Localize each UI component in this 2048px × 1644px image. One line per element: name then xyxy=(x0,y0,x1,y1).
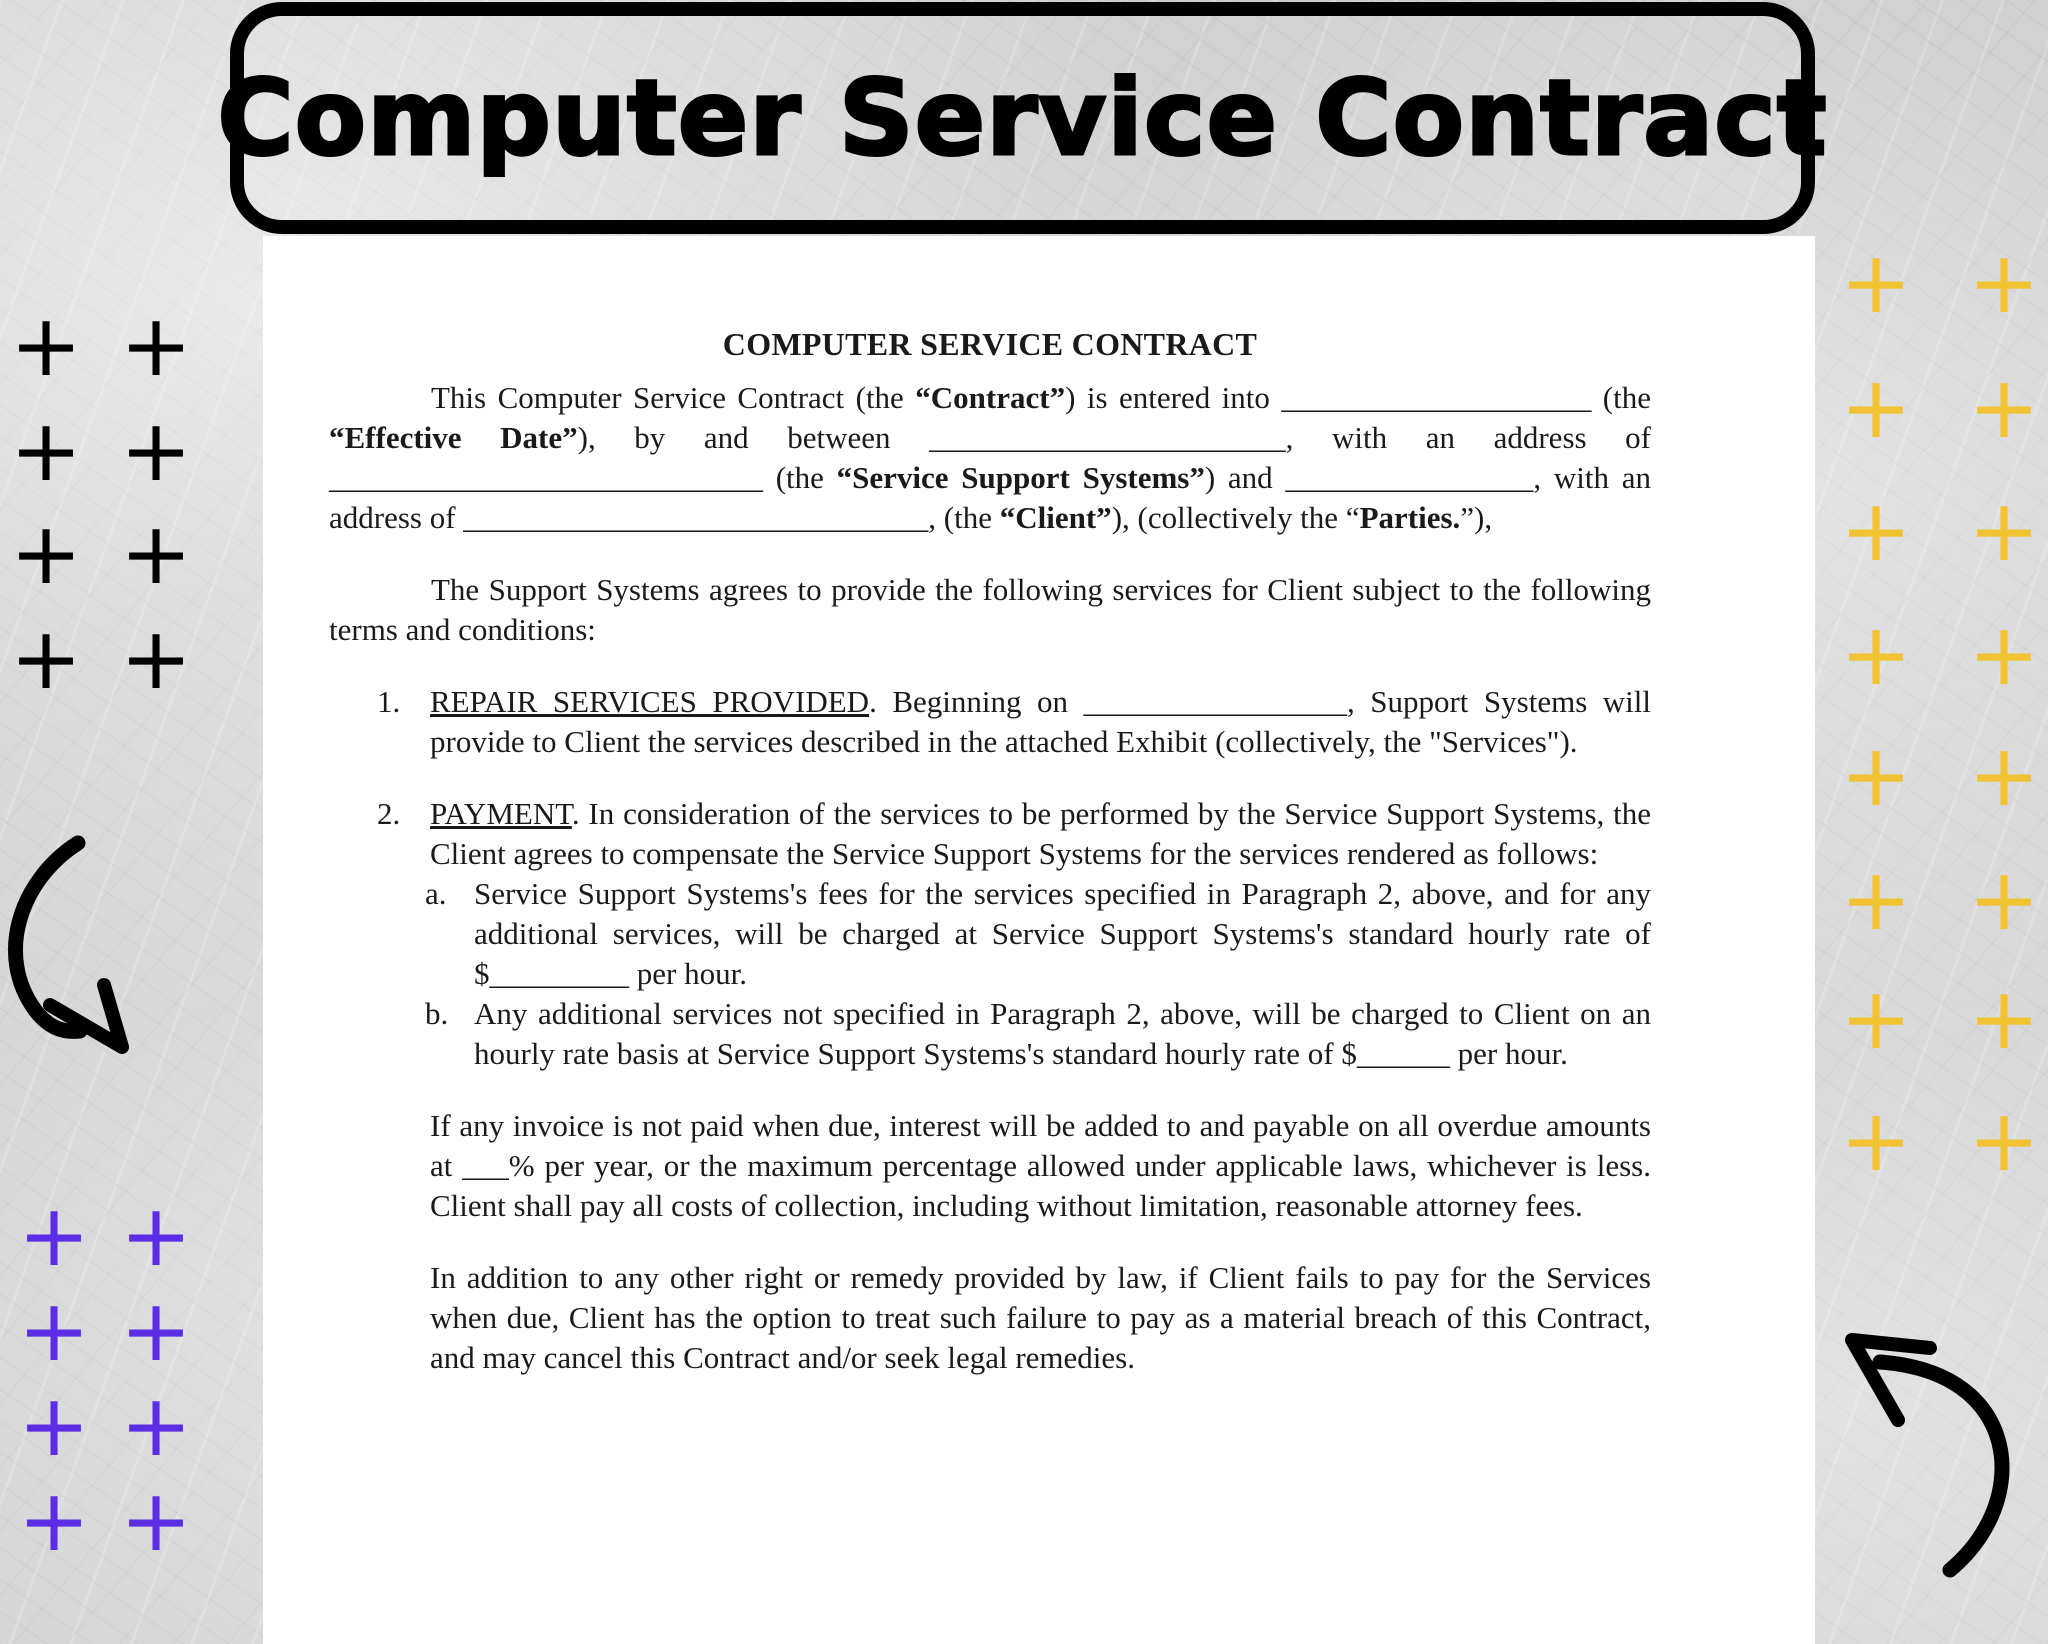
section-number: 2. xyxy=(377,796,401,831)
plus-icon: + xyxy=(119,401,193,501)
term-parties: Parties. xyxy=(1359,500,1461,535)
intro-text: This Computer Service Contract (the xyxy=(431,380,916,415)
plus-icon: + xyxy=(9,401,83,501)
remedy-paragraph: In addition to any other right or remedy provided by law, if Client fails to pay for the Services when due, Client has the option to treat such failure to pay as a material breach of this Contract, and may cancel this Contract and/or seek legal remedies. xyxy=(430,1260,1651,1375)
plus-icon: + xyxy=(119,1471,193,1571)
intro-paragraph xyxy=(329,378,1651,538)
intro-text: ) and ________________, with an address of ______________________________, (the xyxy=(329,460,1651,535)
section-heading: REPAIR SERVICES PROVIDED xyxy=(430,684,870,719)
plus-icon: + xyxy=(119,296,193,396)
intro-text: ), (collectively the “ xyxy=(1111,500,1360,535)
term-client: “Client” xyxy=(999,500,1112,535)
section-list xyxy=(377,682,1651,1074)
plus-icon: + xyxy=(119,1281,193,1381)
banner-title: Computer Service Contract xyxy=(217,57,1828,179)
document-title: COMPUTER SERVICE CONTRACT xyxy=(722,326,1258,362)
payment-item-a xyxy=(425,874,1651,994)
plus-icon: + xyxy=(9,504,83,604)
plus-icon: + xyxy=(119,504,193,604)
plus-icon: + xyxy=(9,296,83,396)
term-service-support: “Service Support Systems” xyxy=(836,460,1205,495)
section-number: 1. xyxy=(377,684,401,719)
plus-icon: + xyxy=(1967,481,2041,581)
plus-icon: + xyxy=(119,1376,193,1476)
item-text: Service Support Systems's fees for the services specified in Paragraph 2, above, and for any additional services, will be charged at Service Support Systems's standard hourly rate of $_________ per hour. xyxy=(474,876,1651,991)
item-letter: b. xyxy=(425,996,449,1031)
title-banner xyxy=(217,2,1828,234)
section-text: . In consideration of the services to be performed by the Service Support Systems, the Client agrees to compensate the Service Support Systems for the services rendered as follows: xyxy=(430,796,1651,871)
term-effective-date: “Effective Date” xyxy=(329,420,578,455)
plus-icon: + xyxy=(1967,233,2041,333)
section-heading: PAYMENT xyxy=(430,796,572,831)
section-text: . Beginning on _________________, Support Systems will provide to Client the services described in the attached Exhibit (collectively, the "Services"). xyxy=(430,684,1651,759)
plus-icon: + xyxy=(1839,233,1913,333)
section-repair-services xyxy=(377,682,1651,762)
intro-text: ) is entered into ____________________ (the xyxy=(1065,380,1651,415)
curved-arrow-down-icon xyxy=(0,835,150,1060)
plus-icon: + xyxy=(1967,969,2041,1069)
plus-icon: + xyxy=(1967,726,2041,826)
plus-icon: + xyxy=(9,609,83,709)
section-payment xyxy=(377,794,1651,874)
plus-icon: + xyxy=(1839,605,1913,705)
plus-icon: + xyxy=(17,1471,91,1571)
plus-icon: + xyxy=(17,1376,91,1476)
plus-icon: + xyxy=(1839,1091,1913,1191)
plus-icon: + xyxy=(1839,726,1913,826)
plus-icon: + xyxy=(1967,850,2041,950)
payment-item-b xyxy=(425,994,1651,1074)
curved-arrow-up-icon xyxy=(1840,1320,2020,1580)
document-page xyxy=(263,236,1815,1644)
interest-paragraph: If any invoice is not paid when due, interest will be added to and payable on all overdue amounts at ___% per year, or the maximum percentage allowed under applicable laws, whichever is less. Client shall pay all costs of collection, including without limitation, reasonable attorney fees. xyxy=(430,1108,1651,1223)
term-contract: “Contract” xyxy=(915,380,1066,415)
plus-icon: + xyxy=(1967,1091,2041,1191)
intro-text: ), by and between _______________________, with an address of ____________________________ (the xyxy=(329,420,1651,495)
plus-icon: + xyxy=(17,1281,91,1381)
plus-icon: + xyxy=(17,1186,91,1286)
intro-text: ”), xyxy=(1460,500,1493,535)
agreement-paragraph: The Support Systems agrees to provide the following services for Client subject to the following terms and conditions: xyxy=(329,572,1651,647)
plus-icon: + xyxy=(1839,358,1913,458)
plus-icon: + xyxy=(1967,358,2041,458)
plus-icon: + xyxy=(1839,969,1913,1069)
item-letter: a. xyxy=(425,876,447,911)
plus-icon: + xyxy=(1839,850,1913,950)
plus-icon: + xyxy=(1967,605,2041,705)
item-text: Any additional services not specified in Paragraph 2, above, will be charged to Client on an hourly rate basis at Service Support Systems's standard hourly rate of $______ per hour. xyxy=(474,996,1651,1071)
plus-icon: + xyxy=(119,609,193,709)
plus-icon: + xyxy=(1839,481,1913,581)
plus-icon: + xyxy=(119,1186,193,1286)
